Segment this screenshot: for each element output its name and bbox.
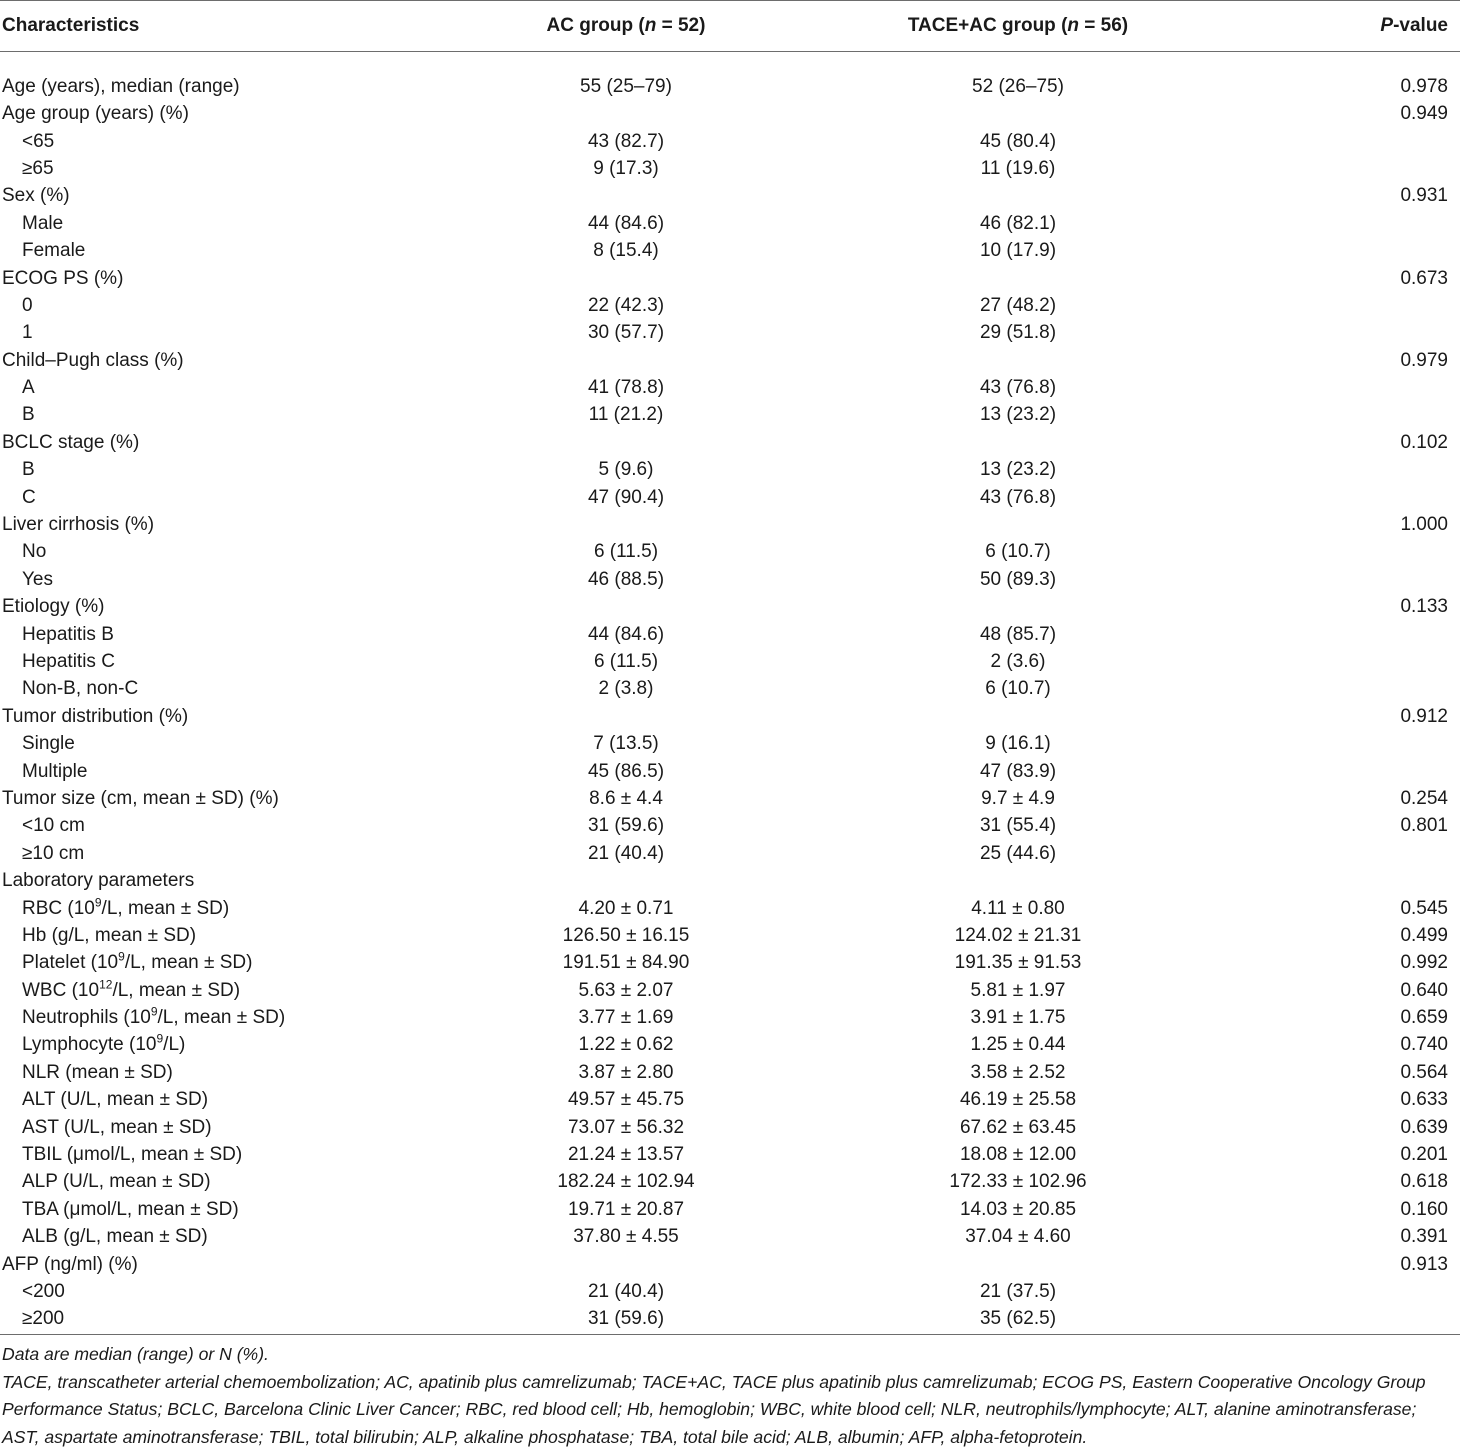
- ac-group-value: 6 (11.5): [476, 648, 776, 675]
- bottom-rule: [0, 1334, 1460, 1335]
- ac-group-value: 11 (21.2): [476, 401, 776, 428]
- tace-ac-group-value: 191.35 ± 91.53: [776, 949, 1260, 976]
- p-value: 0.659: [1260, 1004, 1460, 1031]
- row-label: ALB (g/L, mean ± SD): [0, 1223, 476, 1250]
- row-label: BCLC stage (%): [0, 429, 476, 456]
- table-row: [0, 1004, 1460, 1031]
- tace-ac-group-value: 46 (82.1): [776, 210, 1260, 237]
- p-value: 0.949: [1260, 100, 1460, 127]
- row-label: Etiology (%): [0, 593, 476, 620]
- row-label: AST (U/L, mean ± SD): [0, 1113, 476, 1140]
- tace-ac-group-value: [776, 593, 1260, 620]
- ac-group-value: 3.77 ± 1.69: [476, 1004, 776, 1031]
- tace-ac-group-value: 43 (76.8): [776, 374, 1260, 401]
- row-label: Hepatitis B: [0, 620, 476, 647]
- p-value: [1260, 840, 1460, 867]
- ac-group-value: 1.22 ± 0.62: [476, 1031, 776, 1058]
- ac-group-value: 43 (82.7): [476, 127, 776, 154]
- table-row: [0, 210, 1460, 237]
- p-value: 0.633: [1260, 1086, 1460, 1113]
- p-value: 0.160: [1260, 1196, 1460, 1223]
- ac-group-value: 191.51 ± 84.90: [476, 949, 776, 976]
- tace-ac-group-value: 6 (10.7): [776, 675, 1260, 702]
- row-label: <65: [0, 127, 476, 154]
- ac-group-value: [476, 1250, 776, 1277]
- footnote-data-format: Data are median (range) or N (%).: [2, 1341, 1458, 1369]
- table-row: [0, 1031, 1460, 1058]
- p-value: 0.639: [1260, 1113, 1460, 1140]
- ac-group-value: [476, 182, 776, 209]
- p-value: [1260, 319, 1460, 346]
- tace-ac-group-value: 3.58 ± 2.52: [776, 1059, 1260, 1086]
- table-row: [0, 867, 1460, 894]
- ac-group-value: 5.63 ± 2.07: [476, 977, 776, 1004]
- row-label: ALP (U/L, mean ± SD): [0, 1168, 476, 1195]
- table-row: [0, 620, 1460, 647]
- p-value: 0.992: [1260, 949, 1460, 976]
- tace-ac-group-value: 35 (62.5): [776, 1305, 1260, 1332]
- row-label: Neutrophils ($10^9/L$, mean ± SD): [0, 1004, 476, 1031]
- p-value: [1260, 620, 1460, 647]
- tace-ac-group-value: 43 (76.8): [776, 483, 1260, 510]
- table-row: [0, 456, 1460, 483]
- row-label: Single: [0, 730, 476, 757]
- ac-group-value: 5 (9.6): [476, 456, 776, 483]
- tace-ac-group-value: [776, 1250, 1260, 1277]
- tace-ac-group-value: [776, 429, 1260, 456]
- table-row: [0, 977, 1460, 1004]
- tace-ac-group-value: 1.25 ± 0.44: [776, 1031, 1260, 1058]
- table-row: [0, 1086, 1460, 1113]
- p-value: 0.640: [1260, 977, 1460, 1004]
- row-label: Tumor size (cm, mean ± SD) (%): [0, 785, 476, 812]
- ac-group-value: 30 (57.7): [476, 319, 776, 346]
- tace-ac-group-value: 124.02 ± 21.31: [776, 922, 1260, 949]
- table-row: [0, 1168, 1460, 1195]
- table-row: [0, 785, 1460, 812]
- table-row: [0, 182, 1460, 209]
- ac-group-value: 19.71 ± 20.87: [476, 1196, 776, 1223]
- table-row: [0, 1059, 1460, 1086]
- tace-ac-group-value: [776, 264, 1260, 291]
- table-row: [0, 1278, 1460, 1305]
- tace-ac-group-value: 18.08 ± 12.00: [776, 1141, 1260, 1168]
- tace-ac-group-value: [776, 511, 1260, 538]
- table-row: [0, 949, 1460, 976]
- p-value: [1260, 675, 1460, 702]
- ac-group-value: 47 (90.4): [476, 483, 776, 510]
- p-value: 0.673: [1260, 264, 1460, 291]
- table-row: [0, 1223, 1460, 1250]
- ac-group-value: 31 (59.6): [476, 812, 776, 839]
- row-label: <10 cm: [0, 812, 476, 839]
- header-characteristics: Characteristics: [0, 0, 476, 51]
- p-value: 0.931: [1260, 182, 1460, 209]
- p-value: 0.499: [1260, 922, 1460, 949]
- table-row: [0, 1305, 1460, 1332]
- p-value: [1260, 1278, 1460, 1305]
- row-label: Non-B, non-C: [0, 675, 476, 702]
- p-value: 0.391: [1260, 1223, 1460, 1250]
- row-label: B: [0, 456, 476, 483]
- table-row: [0, 319, 1460, 346]
- tace-ac-group-value: 46.19 ± 25.58: [776, 1086, 1260, 1113]
- header-p-value: P-value: [1260, 0, 1460, 51]
- table-body: [0, 51, 1460, 1333]
- table-row: [0, 100, 1460, 127]
- p-value: 0.978: [1260, 51, 1460, 100]
- ac-group-value: [476, 429, 776, 456]
- ac-group-value: 6 (11.5): [476, 538, 776, 565]
- ac-group-value: 37.80 ± 4.55: [476, 1223, 776, 1250]
- ac-group-value: 182.24 ± 102.94: [476, 1168, 776, 1195]
- tace-ac-group-value: 25 (44.6): [776, 840, 1260, 867]
- table-row: [0, 429, 1460, 456]
- ac-group-value: 2 (3.8): [476, 675, 776, 702]
- p-value: [1260, 648, 1460, 675]
- tace-ac-group-value: 9.7 ± 4.9: [776, 785, 1260, 812]
- tace-ac-group-value: 52 (26–75): [776, 51, 1260, 100]
- tace-ac-group-value: [776, 182, 1260, 209]
- tace-ac-group-value: 172.33 ± 102.96: [776, 1168, 1260, 1195]
- p-value: 0.201: [1260, 1141, 1460, 1168]
- ac-group-value: 44 (84.6): [476, 620, 776, 647]
- tace-ac-group-value: 2 (3.6): [776, 648, 1260, 675]
- table-row: [0, 511, 1460, 538]
- table-row: [0, 264, 1460, 291]
- table-row: [0, 593, 1460, 620]
- row-label: Age group (years) (%): [0, 100, 476, 127]
- ac-group-value: [476, 703, 776, 730]
- row-label: <200: [0, 1278, 476, 1305]
- row-label: Yes: [0, 566, 476, 593]
- p-value: [1260, 730, 1460, 757]
- table-row: [0, 538, 1460, 565]
- p-value: 0.912: [1260, 703, 1460, 730]
- table-row: [0, 566, 1460, 593]
- row-label: ≥10 cm: [0, 840, 476, 867]
- tace-ac-group-value: 10 (17.9): [776, 237, 1260, 264]
- row-label: Child–Pugh class (%): [0, 347, 476, 374]
- table-row: [0, 483, 1460, 510]
- tace-ac-group-value: [776, 100, 1260, 127]
- row-label: ≥65: [0, 155, 476, 182]
- row-label: C: [0, 483, 476, 510]
- row-label: Liver cirrhosis (%): [0, 511, 476, 538]
- table-row: [0, 1196, 1460, 1223]
- table-row: [0, 648, 1460, 675]
- ac-group-value: 21.24 ± 13.57: [476, 1141, 776, 1168]
- row-label: No: [0, 538, 476, 565]
- tace-ac-group-value: 4.11 ± 0.80: [776, 894, 1260, 921]
- ac-group-value: 8 (15.4): [476, 237, 776, 264]
- row-label: WBC ($10^{12}/L$, mean ± SD): [0, 977, 476, 1004]
- ac-group-value: 8.6 ± 4.4: [476, 785, 776, 812]
- p-value: [1260, 757, 1460, 784]
- p-value: 0.133: [1260, 593, 1460, 620]
- tace-ac-group-value: 27 (48.2): [776, 292, 1260, 319]
- ac-group-value: 45 (86.5): [476, 757, 776, 784]
- ac-group-value: 49.57 ± 45.75: [476, 1086, 776, 1113]
- p-value: 0.740: [1260, 1031, 1460, 1058]
- table-row: [0, 922, 1460, 949]
- table-row: [0, 812, 1460, 839]
- row-label: Laboratory parameters: [0, 867, 476, 894]
- table-footnotes: [2, 1341, 1458, 1451]
- row-label: TBA (μmol/L, mean ± SD): [0, 1196, 476, 1223]
- table-row: [0, 237, 1460, 264]
- p-value: [1260, 538, 1460, 565]
- p-value: [1260, 401, 1460, 428]
- tace-ac-group-value: 29 (51.8): [776, 319, 1260, 346]
- row-label: NLR (mean ± SD): [0, 1059, 476, 1086]
- row-label: Female: [0, 237, 476, 264]
- p-value: [1260, 374, 1460, 401]
- tace-ac-group-value: [776, 347, 1260, 374]
- tace-ac-group-value: 47 (83.9): [776, 757, 1260, 784]
- tace-ac-group-value: 14.03 ± 20.85: [776, 1196, 1260, 1223]
- table-row: [0, 401, 1460, 428]
- ac-group-value: 3.87 ± 2.80: [476, 1059, 776, 1086]
- tace-ac-group-value: 13 (23.2): [776, 456, 1260, 483]
- row-label: Lymphocyte $(10^9/L)$: [0, 1031, 476, 1058]
- table-row: [0, 51, 1460, 100]
- p-value: 0.913: [1260, 1250, 1460, 1277]
- tace-ac-group-value: [776, 867, 1260, 894]
- p-value: 0.254: [1260, 785, 1460, 812]
- table-row: [0, 155, 1460, 182]
- row-label: Hepatitis C: [0, 648, 476, 675]
- table-row: [0, 757, 1460, 784]
- row-label: Sex (%): [0, 182, 476, 209]
- table-row: [0, 374, 1460, 401]
- row-label: Hb (g/L, mean ± SD): [0, 922, 476, 949]
- p-value: 0.564: [1260, 1059, 1460, 1086]
- p-value: [1260, 127, 1460, 154]
- p-value: [1260, 1305, 1460, 1332]
- table-row: [0, 894, 1460, 921]
- table-row: [0, 703, 1460, 730]
- ac-group-value: 21 (40.4): [476, 840, 776, 867]
- tace-ac-group-value: 9 (16.1): [776, 730, 1260, 757]
- p-value: 0.801: [1260, 812, 1460, 839]
- p-value: 1.000: [1260, 511, 1460, 538]
- row-label: Male: [0, 210, 476, 237]
- ac-group-value: 46 (88.5): [476, 566, 776, 593]
- row-label: Platelet ($10^9/L$, mean ± SD): [0, 949, 476, 976]
- p-value: [1260, 867, 1460, 894]
- row-label: Tumor distribution (%): [0, 703, 476, 730]
- p-value: [1260, 155, 1460, 182]
- row-label: ECOG PS (%): [0, 264, 476, 291]
- tace-ac-group-value: 48 (85.7): [776, 620, 1260, 647]
- ac-group-value: 9 (17.3): [476, 155, 776, 182]
- row-label: Multiple: [0, 757, 476, 784]
- ac-group-value: 44 (84.6): [476, 210, 776, 237]
- footnote-abbreviations: TACE, transcatheter arterial chemoembolization; AC, apatinib plus camrelizumab; TACE+AC, TACE plus apatinib plus camrelizumab; ECOG PS, Eastern Cooperative Oncology Group Performance Status; BCLC, Barcelona Clinic Liver Cancer; RBC, red blood cell; Hb, hemoglobin; WBC, white blood cell; NLR, neutrophils/lymphocyte; ALT, alanine aminotransferase; AST, aspartate aminotransferase; TBIL, total bilirubin; ALP, alkaline phosphatase; TBA, total bile acid; ALB, albumin; AFP, alpha-fetoprotein.: [2, 1369, 1458, 1451]
- table-row: [0, 347, 1460, 374]
- p-value: [1260, 292, 1460, 319]
- tace-ac-group-value: 45 (80.4): [776, 127, 1260, 154]
- tace-ac-group-value: 67.62 ± 63.45: [776, 1113, 1260, 1140]
- row-label: ≥200: [0, 1305, 476, 1332]
- ac-group-value: 4.20 ± 0.71: [476, 894, 776, 921]
- row-label: 1: [0, 319, 476, 346]
- row-label: ALT (U/L, mean ± SD): [0, 1086, 476, 1113]
- ac-group-value: [476, 264, 776, 291]
- ac-group-value: [476, 100, 776, 127]
- ac-group-value: [476, 347, 776, 374]
- row-label: TBIL (μmol/L, mean ± SD): [0, 1141, 476, 1168]
- ac-group-value: [476, 511, 776, 538]
- table-row: [0, 292, 1460, 319]
- table-row: [0, 1250, 1460, 1277]
- p-value: 0.545: [1260, 894, 1460, 921]
- ac-group-value: 55 (25–79): [476, 51, 776, 100]
- p-value: [1260, 210, 1460, 237]
- tace-ac-group-value: 21 (37.5): [776, 1278, 1260, 1305]
- row-label: 0: [0, 292, 476, 319]
- tace-ac-group-value: 3.91 ± 1.75: [776, 1004, 1260, 1031]
- ac-group-value: 31 (59.6): [476, 1305, 776, 1332]
- tace-ac-group-value: 37.04 ± 4.60: [776, 1223, 1260, 1250]
- tace-ac-group-value: 5.81 ± 1.97: [776, 977, 1260, 1004]
- p-value: [1260, 456, 1460, 483]
- tace-ac-group-value: 31 (55.4): [776, 812, 1260, 839]
- ac-group-value: [476, 867, 776, 894]
- ac-group-value: 126.50 ± 16.15: [476, 922, 776, 949]
- table-row: [0, 730, 1460, 757]
- row-label: AFP (ng/ml) (%): [0, 1250, 476, 1277]
- header-row: [0, 0, 1460, 51]
- ac-group-value: 73.07 ± 56.32: [476, 1113, 776, 1140]
- p-value: [1260, 237, 1460, 264]
- p-value: [1260, 483, 1460, 510]
- table-row: [0, 1113, 1460, 1140]
- table-row: [0, 675, 1460, 702]
- row-label: B: [0, 401, 476, 428]
- header-ac-group: AC group (n = 52): [476, 0, 776, 51]
- tace-ac-group-value: 6 (10.7): [776, 538, 1260, 565]
- tace-ac-group-value: 11 (19.6): [776, 155, 1260, 182]
- row-label: A: [0, 374, 476, 401]
- p-value: 0.618: [1260, 1168, 1460, 1195]
- ac-group-value: 21 (40.4): [476, 1278, 776, 1305]
- ac-group-value: 22 (42.3): [476, 292, 776, 319]
- table-row: [0, 127, 1460, 154]
- tace-ac-group-value: [776, 703, 1260, 730]
- tace-ac-group-value: 13 (23.2): [776, 401, 1260, 428]
- p-value: 0.979: [1260, 347, 1460, 374]
- ac-group-value: 7 (13.5): [476, 730, 776, 757]
- ac-group-value: 41 (78.8): [476, 374, 776, 401]
- header-tace-ac-group: TACE+AC group (n = 56): [776, 0, 1260, 51]
- p-value: [1260, 566, 1460, 593]
- row-label: Age (years), median (range): [0, 51, 476, 100]
- p-value: 0.102: [1260, 429, 1460, 456]
- tace-ac-group-value: 50 (89.3): [776, 566, 1260, 593]
- table-row: [0, 1141, 1460, 1168]
- ac-group-value: [476, 593, 776, 620]
- table-row: [0, 840, 1460, 867]
- row-label: RBC ($10^9/L$, mean ± SD): [0, 894, 476, 921]
